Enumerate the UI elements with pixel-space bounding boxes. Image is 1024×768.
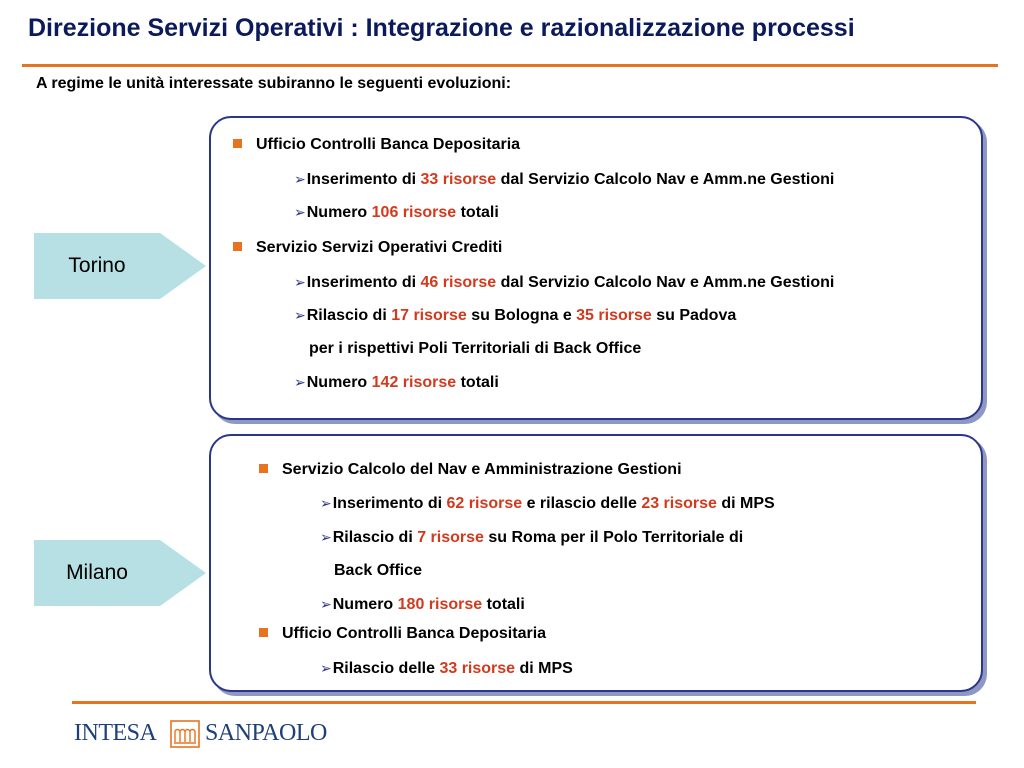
footer-divider — [72, 701, 976, 704]
milano-tag — [34, 540, 206, 606]
page-title: Direzione Servizi Operativi : Integrazione e razionalizzazione processi — [28, 14, 855, 42]
milano-heading-1: Servizio Calcolo del Nav e Amministrazione Gestioni — [259, 460, 682, 480]
milano-item: ➢Inserimento di 62 risorse e rilascio delle 23 risorse di MPS — [320, 495, 775, 512]
torino-item: ➢Numero 106 risorse totali — [294, 204, 499, 221]
page-subtitle: A regime le unità interessate subiranno le seguenti evoluzioni: — [36, 75, 512, 92]
torino-item: ➢Inserimento di 33 risorse dal Servizio Calcolo Nav e Amm.ne Gestioni — [294, 171, 835, 188]
logo-word-intesa: INTESA — [74, 720, 157, 746]
square-bullet-icon — [259, 628, 268, 637]
arrow-bullet-icon: ➢ — [294, 171, 306, 187]
milano-item-continuation: Back Office — [334, 562, 423, 579]
milano-heading-2: Ufficio Controlli Banca Depositaria — [259, 624, 546, 644]
milano-item: ➢Rilascio di 7 risorse su Roma per il Polo Territoriale di — [320, 529, 744, 546]
title-divider — [22, 64, 998, 67]
milano-tag-label: Milano — [66, 561, 128, 584]
arrow-bullet-icon: ➢ — [320, 660, 332, 676]
square-bullet-icon — [233, 139, 242, 148]
milano-item: ➢Rilascio delle 33 risorse di MPS — [320, 660, 573, 677]
torino-item-continuation: per i rispettivi Poli Territoriali di Back Office — [309, 340, 642, 357]
torino-tag — [34, 233, 206, 299]
torino-item: ➢Rilascio di 17 risorse su Bologna e 35 risorse su Padova — [294, 307, 737, 324]
torino-tag-label: Torino — [68, 254, 126, 277]
arrow-bullet-icon: ➢ — [294, 204, 306, 220]
arrow-bullet-icon: ➢ — [320, 596, 332, 612]
square-bullet-icon — [233, 242, 242, 251]
torino-item: ➢Inserimento di 46 risorse dal Servizio Calcolo Nav e Amm.ne Gestioni — [294, 274, 835, 291]
logo-mark-icon — [170, 720, 200, 748]
torino-item: ➢Numero 142 risorse totali — [294, 374, 499, 391]
torino-heading-1: Ufficio Controlli Banca Depositaria — [233, 135, 520, 155]
arrow-bullet-icon: ➢ — [294, 374, 306, 390]
arrow-bullet-icon: ➢ — [294, 274, 306, 290]
torino-heading-2: Servizio Servizi Operativi Crediti — [233, 238, 502, 258]
arrow-bullet-icon: ➢ — [320, 495, 332, 511]
arrow-bullet-icon: ➢ — [294, 307, 306, 323]
logo-word-sanpaolo: SANPAOLO — [205, 720, 327, 746]
square-bullet-icon — [259, 464, 268, 473]
milano-item: ➢Numero 180 risorse totali — [320, 596, 525, 613]
arrow-bullet-icon: ➢ — [320, 529, 332, 545]
